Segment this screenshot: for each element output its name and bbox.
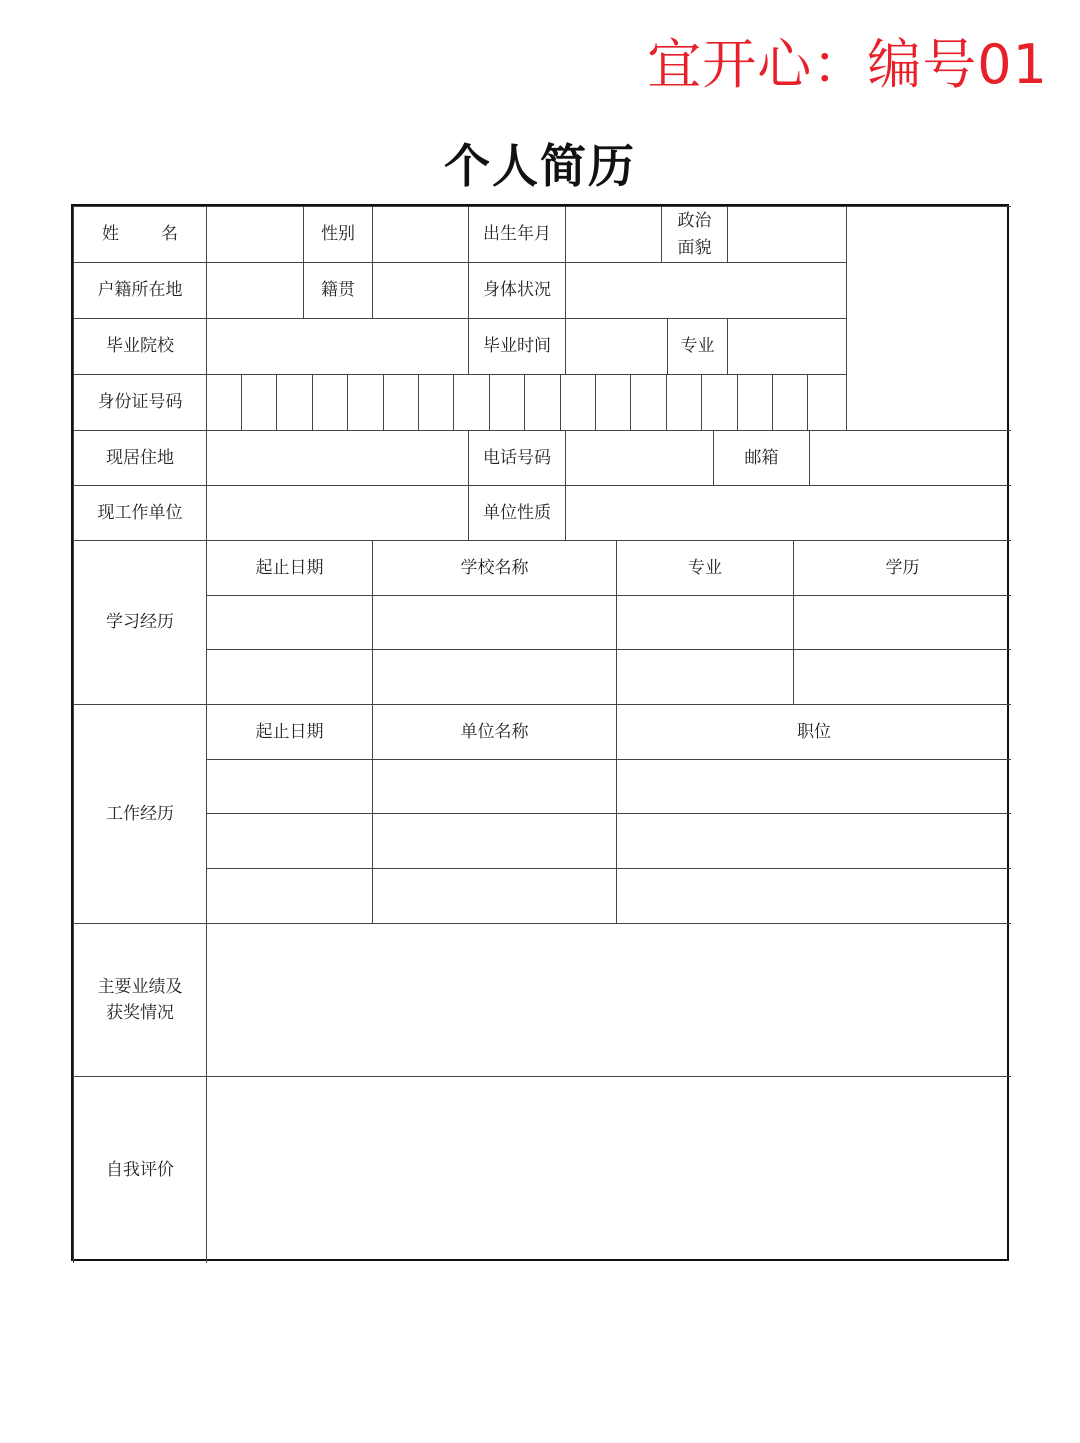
id-digit-box[interactable] <box>772 374 807 430</box>
id-digit-box[interactable] <box>453 374 489 430</box>
achievements-field[interactable] <box>206 923 1011 1076</box>
health-field[interactable] <box>565 262 846 318</box>
work-cell[interactable] <box>372 759 616 813</box>
work-cell[interactable] <box>616 813 1011 868</box>
school-field[interactable] <box>206 318 468 374</box>
id-digit-box[interactable] <box>347 374 383 430</box>
major-label: 专业 <box>667 318 727 374</box>
politics-label: 政治 面貌 <box>661 206 727 262</box>
education-cell[interactable] <box>616 595 793 649</box>
id-digit-box[interactable] <box>206 374 241 430</box>
education-header-degree: 学历 <box>793 540 1011 595</box>
education-cell[interactable] <box>372 595 616 649</box>
work-label: 工作经历 <box>73 704 206 923</box>
education-cell[interactable] <box>793 649 1011 704</box>
employer-label: 现工作单位 <box>73 485 206 540</box>
native-place-field[interactable] <box>372 262 468 318</box>
resume-form-table <box>71 204 1009 1261</box>
work-cell[interactable] <box>372 868 616 923</box>
phone-label: 电话号码 <box>468 430 565 485</box>
education-cell[interactable] <box>206 649 372 704</box>
id-digit-box[interactable] <box>560 374 595 430</box>
work-cell[interactable] <box>206 759 372 813</box>
work-cell[interactable] <box>206 868 372 923</box>
major-field[interactable] <box>727 318 846 374</box>
education-cell[interactable] <box>616 649 793 704</box>
id-digit-box[interactable] <box>383 374 418 430</box>
politics-field[interactable] <box>727 206 846 262</box>
id-digit-box[interactable] <box>312 374 347 430</box>
name-label-char-2: 名 <box>161 224 178 245</box>
gender-label: 性别 <box>303 206 372 262</box>
email-label: 邮箱 <box>713 430 809 485</box>
hukou-label: 户籍所在地 <box>73 262 206 318</box>
watermark-text: 宜开心：编号01 <box>647 33 1048 96</box>
id-digit-box[interactable] <box>276 374 312 430</box>
health-label: 身体状况 <box>468 262 565 318</box>
gender-field[interactable] <box>372 206 468 262</box>
name-label <box>73 206 206 262</box>
photo-area[interactable] <box>846 206 1011 430</box>
work-header-position: 职位 <box>616 704 1011 759</box>
id-digit-box[interactable] <box>807 374 846 430</box>
address-field[interactable] <box>206 430 468 485</box>
education-cell[interactable] <box>793 595 1011 649</box>
page-title: 个人简历 <box>444 139 636 193</box>
work-cell[interactable] <box>372 813 616 868</box>
id-digit-box[interactable] <box>666 374 701 430</box>
id-digit-box[interactable] <box>241 374 276 430</box>
id-digit-box[interactable] <box>418 374 453 430</box>
grad-time-field[interactable] <box>565 318 667 374</box>
id-digit-box[interactable] <box>595 374 630 430</box>
employer-type-field[interactable] <box>565 485 1011 540</box>
id-digit-box[interactable] <box>701 374 737 430</box>
achievements-label: 主要业绩及 获奖情况 <box>73 923 206 1076</box>
work-cell[interactable] <box>206 813 372 868</box>
self-eval-label: 自我评价 <box>73 1076 206 1263</box>
education-cell[interactable] <box>206 595 372 649</box>
school-label: 毕业院校 <box>73 318 206 374</box>
education-header-major: 专业 <box>616 540 793 595</box>
name-field[interactable] <box>206 206 303 262</box>
address-label: 现居住地 <box>73 430 206 485</box>
work-header-dates: 起止日期 <box>206 704 372 759</box>
name-label-char-1: 姓 <box>102 224 119 245</box>
employer-type-label: 单位性质 <box>468 485 565 540</box>
phone-field[interactable] <box>565 430 713 485</box>
education-header-dates: 起止日期 <box>206 540 372 595</box>
birth-label: 出生年月 <box>468 206 565 262</box>
hukou-field[interactable] <box>206 262 303 318</box>
education-cell[interactable] <box>372 649 616 704</box>
id-digit-box[interactable] <box>630 374 666 430</box>
birth-field[interactable] <box>565 206 661 262</box>
self-eval-field[interactable] <box>206 1076 1011 1263</box>
work-cell[interactable] <box>616 868 1011 923</box>
work-cell[interactable] <box>616 759 1011 813</box>
education-header-school: 学校名称 <box>372 540 616 595</box>
native-place-label: 籍贯 <box>303 262 372 318</box>
education-label: 学习经历 <box>73 540 206 704</box>
grad-time-label: 毕业时间 <box>468 318 565 374</box>
work-header-company: 单位名称 <box>372 704 616 759</box>
id-digit-box[interactable] <box>737 374 772 430</box>
id-digit-box[interactable] <box>524 374 560 430</box>
id-digit-box[interactable] <box>489 374 524 430</box>
employer-field[interactable] <box>206 485 468 540</box>
email-field[interactable] <box>809 430 1011 485</box>
id-number-label: 身份证号码 <box>73 374 206 430</box>
